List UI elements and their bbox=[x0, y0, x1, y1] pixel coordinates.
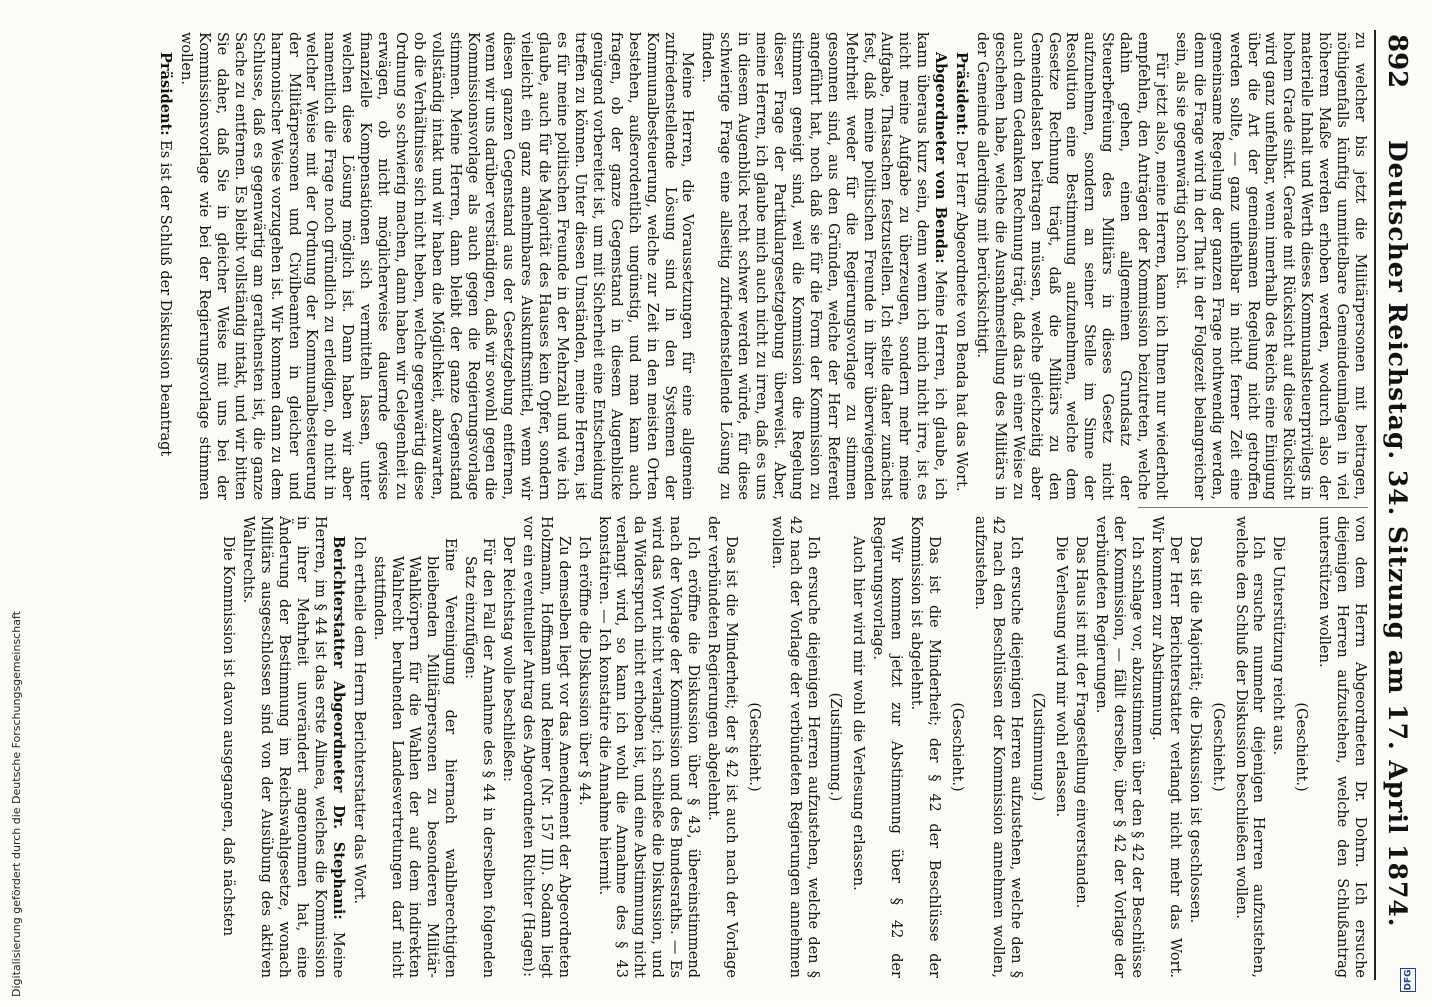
speaker-name: Abgeordneter von Benda: bbox=[932, 52, 950, 264]
speaker-name: Präsident: bbox=[953, 52, 971, 136]
paragraph: Die Verlesung wird mir wohl erlassen. bbox=[1053, 536, 1070, 818]
paragraph: zu welcher bis jetzt die Militärpersonen mit beitragen, nöthigenfalls künftig unmittelbare Gemeindeumlagen in viel höherem Maße werden erhoben werden, wodurch also der materielle Inhalt und Werth dieses Kommunalsteuerprivilegs in hohem Grade sinkt. Gerade mit Rücksicht auf diese Rücksicht wird ganz unfehlbar, wenn innerhalb des Reichs eine Einigung über die Art der gemeinsamen Regelung nicht getroffen werden sollte, — ganz unfehlbar in nicht ferner Zeit eine gemeinsame Regelung der ganzen Frage nothwendig werden, denn die Frage wird in der That in der Folgezeit belangreicher sein, als sie gegenwärtig schon ist. bbox=[1172, 32, 1368, 500]
page-header bbox=[1372, 0, 1432, 1000]
paragraph: Auch hier wird mir wohl die Verlesung erlassen. bbox=[850, 536, 867, 891]
paragraph: Meine Herren, die Voraussetzungen für eine allgemein zufriedenstellende Lösung sind in den Systemen der Kommunalbesteuerung, welche zur Zeit in den meisten Orten bestehen, außerordentlich ungünstig, und man kann auch fragen, ob der ganze Gegenstand in diesem Augenblicke genügend vorbereitet ist, um mit Sicherheit eine Entscheidung treffen zu können. Unter diesen Umständen, meine Herren, ist es für meine politischen Freunde in der Mehrzahl und wie ich glaube, auch für die Majorität des Hauses kein Opfer, sondern vielleicht ein ganz annehmbares Auskunftsmittel, wenn wir diesen ganzen Gegenstand aus der Gesetzgebung entfernen, wenn wir uns darüber verständigen, daß wir sowohl gegen die Kommissionsvorlage als auch gegen die Regierungsvorlage stimmen. Meine Herren, dann bleibt der ganze Gegenstand vollständig intakt und wir haben die Möglichkeit, abzuwarten, ob die Verhältnisse sich nicht heben, welche gegenwärtig diese Ordnung so schwierig machen, dann haben wir Gelegenheit zu erwägen, ob nicht möglicherweise dauernde gewisse finanzielle Kompensationen sich vermitteln lassen, unter welchen diese Lösung möglich ist. Dann haben wir aber namentlich die Frage noch gründlich zu erledigen, ob nicht in welcher Weise mit der Ordnung der Kommunalbesteuerung der Militärpersonen und Civilbeamten in gleicher und harmonischer Weise vorzugehen ist. Wir kommen dann zu dem Schlusse, daß es gegenwärtig am gerathensten ist, die ganze Sache zu entfernen. Es bleibt vollständig intakt, und wir bitten Sie daher, daß Sie in gleicher Weise mit uns bei der Kommissionsvorlage wie bei der Regierungsvorlage stimmen wollen. bbox=[178, 32, 696, 500]
paragraph: Berichterstatter Abgeordneter Dr. Stephani: Meine Herren, im § 44 ist das erste Alinea, welches die Kommission in ihrer Mehrheit unverändert angenommen hat, eine Änderung der Bestimmung im Reichswahlgesetze, wonach Militärs ausgeschlossen sind von der Ausübung des aktiven Wahlrechts. bbox=[240, 516, 347, 978]
footer-text: Digitalisierung gefördert durch die Deutsche Forschungsgemeinschaft bbox=[10, 611, 23, 997]
paragraph: Für den Fall der Annahme des § 44 in derselben folgenden Satz einzufügen: bbox=[462, 538, 497, 978]
paragraph: Ich eröffne die Diskussion über § 44. bbox=[575, 536, 592, 806]
right-column bbox=[10, 516, 1368, 978]
stage-direction: (Geschieht.) bbox=[948, 702, 965, 792]
speaker-name: Berichterstatter Abgeordneter Dr. Stephani: bbox=[329, 536, 347, 920]
dfg-logo-icon: DFG bbox=[1400, 968, 1416, 992]
paragraph: Die Kommission ist davon ausgegangen, daß nächsten bbox=[220, 536, 237, 937]
speaker-name: Präsident: bbox=[157, 52, 175, 136]
paragraph: Zu demselben liegt vor das Amendement der Abgeordneten Holzmann, Hoffmann und Reimer (Nr. 157 III). Sodann liegt vor ein eventueller Antrag des Abgeordneten Richter (Hagen): bbox=[519, 516, 572, 978]
footer bbox=[0, 7, 30, 1007]
paragraph: Der Reichstag wolle beschließen: bbox=[500, 536, 517, 782]
paragraph: Präsident: Der Herr Abgeordnete von Benda hat das Wort. bbox=[953, 52, 971, 492]
column-divider bbox=[1138, 507, 1368, 508]
page-title: Deutscher Reichstag. 34. Sitzung am 17. April 1874. bbox=[1383, 140, 1412, 928]
paragraph: Ich schlage vor, abzustimmen über den § 42 der Beschlüsse der Kommission, — fällt derselbe, über § 42 der Vorlage der verbündeten Regierungen. bbox=[1093, 516, 1146, 978]
stage-direction: (Zustimmung.) bbox=[1030, 692, 1047, 802]
paragraph: Wir kommen jetzt zur Abstimmung über § 42 der Regierungsvorlage. bbox=[870, 516, 905, 978]
paragraph: Die Unterstützung reicht aus. bbox=[1270, 536, 1287, 756]
paragraph: Ich eröffne die Diskussion über § 43, übereinstimmend nach der Vorlage der Kommission und des Bundesraths. — Es wird das Wort nicht verlangt; ich schließe die Diskussion, und da Widerspruch nicht erhoben ist, und eine Abstimmung nicht verlangt wird, so kann ich wohl die Annahme des § 43 konstatiren. — Ich konstatire die Annahme hiermit. bbox=[595, 516, 702, 978]
paragraph: Das ist die Minderheit; der § 42 der Beschlüsse der Kommission ist abgelehnt. bbox=[908, 516, 942, 978]
paragraph: Eine Vereinigung der hiernach wahlberechtigten bleibenden Militärpersonen zu besonderen Militär-Wahlkörpern für die Wahlen der auf dem indirekten Wahlrecht beruhenden Landesvertretungen darf nicht stattfinden. bbox=[370, 538, 459, 978]
paragraph: Abgeordneter von Benda: Meine Herren, ich glaube, ich kann überaus kurz sein, denn wenn ich mich nicht irre, ist es nicht meine Aufgabe zu überzeugen, sondern mehr meine Aufgabe, Thatsachen festzustellen. Ich stelle daher zunächst fest, daß meine politischen Freunde in ihrer überwiegenden Mehrheit weder für die Regierungsvorlage zu stimmen gesonnen sind, aus den Gründen, welche der Herr Referent angeführt hat, noch daß sie für die Form der Kommission zu stimmen geneigt sind, weil die Kommission die Regelung dieser Frage der Partikulargesetzgebung überweist. Aber, meine Herren, ich glaube mich auch nicht zu irren, daß es uns in diesem Augenblick recht schwer werden würde, für diese schwierige Frage eine allseitig zufriedenstellende Lösung zu finden. bbox=[699, 32, 950, 500]
paragraph: Ich ertheile dem Herrn Berichterstatter das Wort. bbox=[350, 536, 367, 905]
stage-direction: (Zustimmung.) bbox=[827, 692, 844, 802]
paragraph: Das Haus ist mit der Fragestellung einverstanden. bbox=[1073, 536, 1090, 909]
paragraph: Der Herr Berichterstatter verlangt nicht mehr das Wort. Wir kommen zur Abstimmung. bbox=[1148, 516, 1183, 978]
paragraph: Für jetzt also, meine Herren, kann ich Ihnen nur wiederholt empfehlen, den Anträgen der Kommission beizutreten, welche dahin gehen, einen allgemeinen Grundsatz der Steuerbefreiung des Militärs in dieses Gesetz nicht aufzunehmen, sondern an seiner Stelle im Sinne der Resolution eine Bestimmung aufzunehmen, welche dem Gesetze Rechnung trägt, daß die Militärs zu den Gemeindelasten beitragen müssen, welche gleichzeitig aber auch dem Gedanken Rechnung trägt, daß das in einer Weise zu geschehen habe, welche die Ausnahmestellung des Militärs in der Gemeinde allerdings mit berücksichtigt. bbox=[973, 32, 1170, 500]
stage-direction: (Geschieht.) bbox=[1209, 702, 1226, 792]
paragraph: Ich ersuche diejenigen Herren aufzustehen, welche den § 42 nach den Beschlüssen der Kommission annehmen wollen, aufzustehen. bbox=[971, 516, 1024, 978]
paragraph: Ich ersuche diejenigen Herren aufzustehen, welche den § 42 nach der Vorlage der verbündeten Regierungen annehmen wollen. bbox=[768, 516, 821, 978]
paragraph: Ich ersuche nunmehr diejenigen Herren aufzustehen, welche den Schluß der Diskussion beschließen wollen. bbox=[1232, 516, 1267, 978]
stage-direction: (Geschieht.) bbox=[745, 702, 762, 792]
left-column bbox=[10, 32, 1368, 500]
paragraph: von dem Herrn Abgeordneten Dr. Dohrn. Ich ersuche diejenigen Herren aufzustehen, welche den Schlußantrag unterstützen wollen. bbox=[1316, 516, 1368, 978]
paragraph: Das ist die Majorität; die Diskussion ist geschlossen. bbox=[1186, 536, 1203, 924]
stage-direction: (Geschieht.) bbox=[1293, 702, 1310, 792]
page-number: 892 bbox=[1382, 34, 1412, 89]
paragraph: Präsident: Es ist der Schluß der Diskussion beantragt bbox=[157, 52, 175, 457]
header-rule bbox=[1374, 30, 1376, 980]
paragraph: Das ist die Minderheit; der § 42 ist auch nach der Vorlage der verbündeten Regierungen abgelehnt. bbox=[705, 516, 739, 978]
